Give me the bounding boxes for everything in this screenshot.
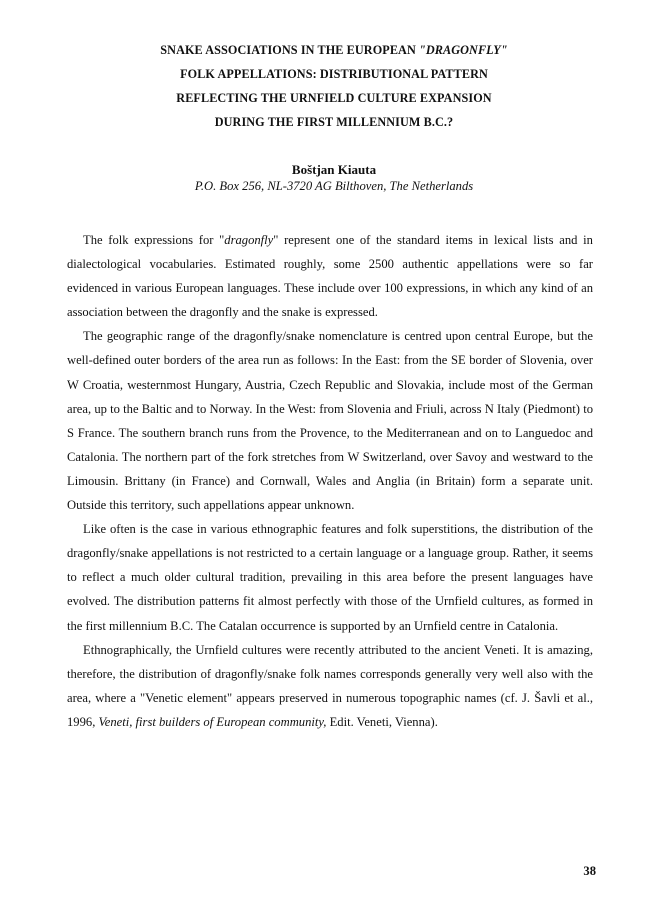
paragraph-4-italic-citation: Veneti, first builders of European community, xyxy=(98,714,327,729)
title-line-4: DURING THE FIRST MILLENNIUM B.C.? xyxy=(214,115,454,129)
title-line-1-text: SNAKE ASSOCIATIONS IN THE EUROPEAN xyxy=(160,43,420,57)
paper-title xyxy=(60,38,608,134)
paper-body xyxy=(67,228,593,734)
title-line-2: FOLK APPELLATIONS: DISTRIBUTIONAL PATTERN xyxy=(180,67,488,81)
title-line-1 xyxy=(60,38,608,62)
paragraph-4 xyxy=(67,638,593,734)
page-number: 38 xyxy=(583,864,596,878)
title-line-3: REFLECTING THE URNFIELD CULTURE EXPANSION xyxy=(176,91,492,105)
paragraph-1 xyxy=(67,228,593,324)
paragraph-2: The geographic range of the dragonfly/snake nomenclature is centred upon central Europe, but the well-defined outer borders of the area run as follows: In the East: from the SE border of Slovenia, over W Croatia, westernmost Hungary, Austria, Czech Republic and Slovakia, include most of the German area, up to the Baltic and to Norway. In the West: from Slovenia and Friuli, across N Italy (Piedmont) to S France. The southern branch runs from the Provence, to the Mediterranean and on to Languedoc and Catalonia. The northern part of the fork stretches from W Switzerland, over Savoy and westward to the Limousin. Brittany (in France) and Cornwall, Wales and Anglia (in Britain) form a separate unit. Outside this territory, such appellations appear unknown. xyxy=(67,329,593,513)
author-address: P.O. Box 256, NL-3720 AG Bilthoven, The Netherlands xyxy=(194,179,474,193)
paragraph-1-text-b: " represent one of the standard items in lexical lists and in dialectological vocabularies. Estimated roughly, some 2500 authentic appellations were so far evidenced in various European languages. These include over 100 expressions, in which any kind of an association between the dragonfly and the snake is expressed. xyxy=(67,233,593,320)
title-dragonfly-italic: "DRAGONFLY" xyxy=(419,43,508,57)
author-name: Boštjan Kiauta xyxy=(291,162,377,177)
paragraph-1-text-a: The folk expressions for " xyxy=(83,233,225,247)
paragraph-1-italic: dragonfly xyxy=(224,233,274,247)
paragraph-3: Like often is the case in various ethnographic features and folk superstitions, the distribution of the dragonfly/snake appellations is not restricted to a certain language or a language group. Rather, it seems to reflect a much older cultural tradition, prevailing in this area before the present languages have evolved. The distribution patterns fit almost perfectly with those of the Urnfield cultures, as formed in the first millennium B.C. The Catalan occurrence is supported by an Urnfield centre in Catalonia. xyxy=(67,522,593,633)
paragraph-4-text-b: Edit. Veneti, Vienna). xyxy=(326,714,438,729)
paragraph-4-text-a: Ethnographically, the Urnfield cultures were recently attributed to the ancient Veneti. It is amazing, therefore, the distribution of dragonfly/snake folk names corresponds generally very well also with the area, where a "Venetic element" appears preserved in numerous topographic names (cf. J. Šavli et al., 1996, xyxy=(67,642,593,729)
